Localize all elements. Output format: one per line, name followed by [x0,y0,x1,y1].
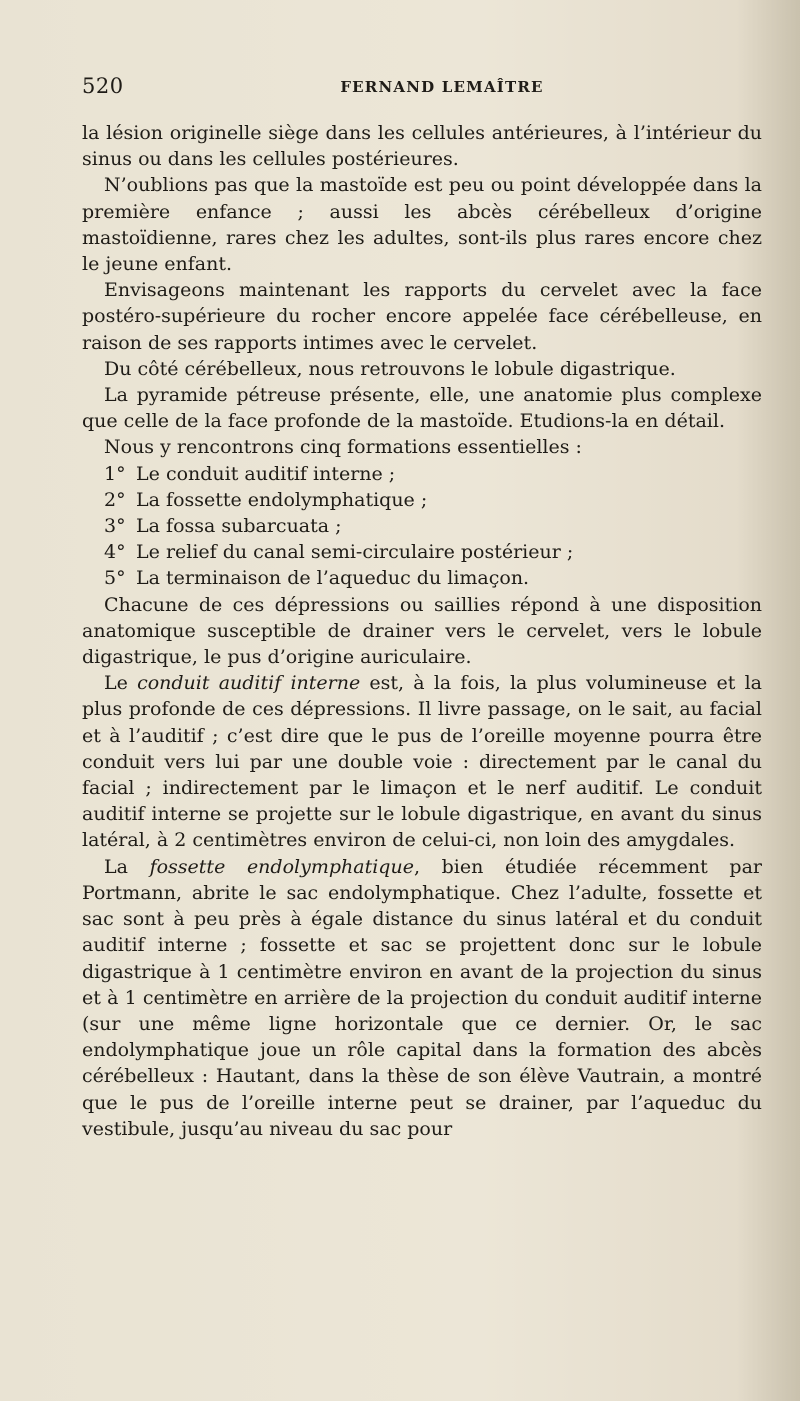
list-item-text: La fossa subarcuata ; [136,515,342,538]
paragraph: Nous y rencontrons cinq formations essentielles : [104,436,582,459]
paragraph: la lésion originelle siège dans les cellules antérieures, à l’intérieur du sinus ou dans les cellules postérieures. [82,122,762,171]
list-item [104,539,762,565]
running-head: FERNAND LEMAÎTRE [340,78,544,96]
list-item-text: La fossette endolymphatique ; [136,488,428,511]
list-item-text: La terminaison de l’aqueduc du limaçon. [136,567,530,590]
paragraph-fossette [82,854,762,1142]
list-item [104,487,762,513]
paragraph-text: , bien étudiée récemment par Portmann, abrite le sac endolymphatique. Chez l’adulte, fossette et sac sont à peu près à égale distance du sinus latéral et du conduit auditif interne ; fossette et sac se projettent donc sur le lobule digastrique à 1 centimètre environ en avant de la projection du sinus et à 1 centimètre en arrière de la projection du conduit auditif interne (sur une même ligne horizontale que ce dernier. Or, le sac endolymphatique joue un rôle capital dans la formation des abcès cérébelleux : Hautant, dans la thèse de son élève Vautrain, a montré que le pus de l’oreille interne peut se drainer, par l’aqueduc du vestibule, jusqu’au niveau du sac pour [82,855,762,1140]
lead-text: La [104,855,150,878]
list-item-label: 2° [104,488,126,511]
list-item-label: 5° [104,567,126,590]
lead-text: Le [104,672,138,695]
paragraph: La pyramide pétreuse présente, elle, une anatomie plus complexe que celle de la face profonde de la mastoïde. Etudions-la en détail. [82,384,762,433]
page-header [82,74,762,104]
list-item-label: 4° [104,541,126,564]
list-item [104,461,762,487]
list-item-label: 1° [104,462,126,485]
paragraph: Du côté cérébelleux, nous retrouvons le lobule digastrique. [104,357,676,380]
list-item [104,513,762,539]
page-number: 520 [82,74,124,98]
list-item-text: Le relief du canal semi-circulaire postérieur ; [136,541,574,564]
list-item-text: Le conduit auditif interne ; [136,462,396,485]
italic-term: conduit auditif interne [137,672,361,695]
list-item [104,565,762,591]
italic-term: fossette endolymphatique [149,855,414,878]
paragraph: Envisageons maintenant les rapports du cervelet avec la face postéro-supérieure du rocher encore appelée face cérébelleuse, en raison de ses rapports intimes avec le cervelet. [82,279,762,354]
formations-list [82,461,762,592]
paragraph-text: est, à la fois, la plus volumineuse et la plus profonde de ces dépressions. Il livre passage, on le sait, au facial et à l’auditif ; c’est dire que le pus de l’oreille moyenne pourra être conduit vers lui par une double voie : directement par le canal du facial ; indirectement par le limaçon et le nerf auditif. Le conduit auditif interne se projette sur le lobule digastrique, en avant du sinus latéral, à 2 centimètres environ de celui-ci, non loin des amygdales. [82,672,762,852]
list-item-label: 3° [104,515,126,538]
paragraph: N’oublions pas que la mastoïde est peu ou point développée dans la première enfance ; aussi les abcès cérébelleux d’origine mastoïdienne, rares chez les adultes, sont-ils plus rares encore chez le jeune enfant. [82,174,762,276]
paragraph: Chacune de ces dépressions ou saillies répond à une disposition anatomique susceptible de drainer vers le cervelet, vers le lobule digastrique, le pus d’origine auriculaire. [82,593,762,669]
paragraph-conduit [82,670,762,853]
body-text [82,120,762,1142]
